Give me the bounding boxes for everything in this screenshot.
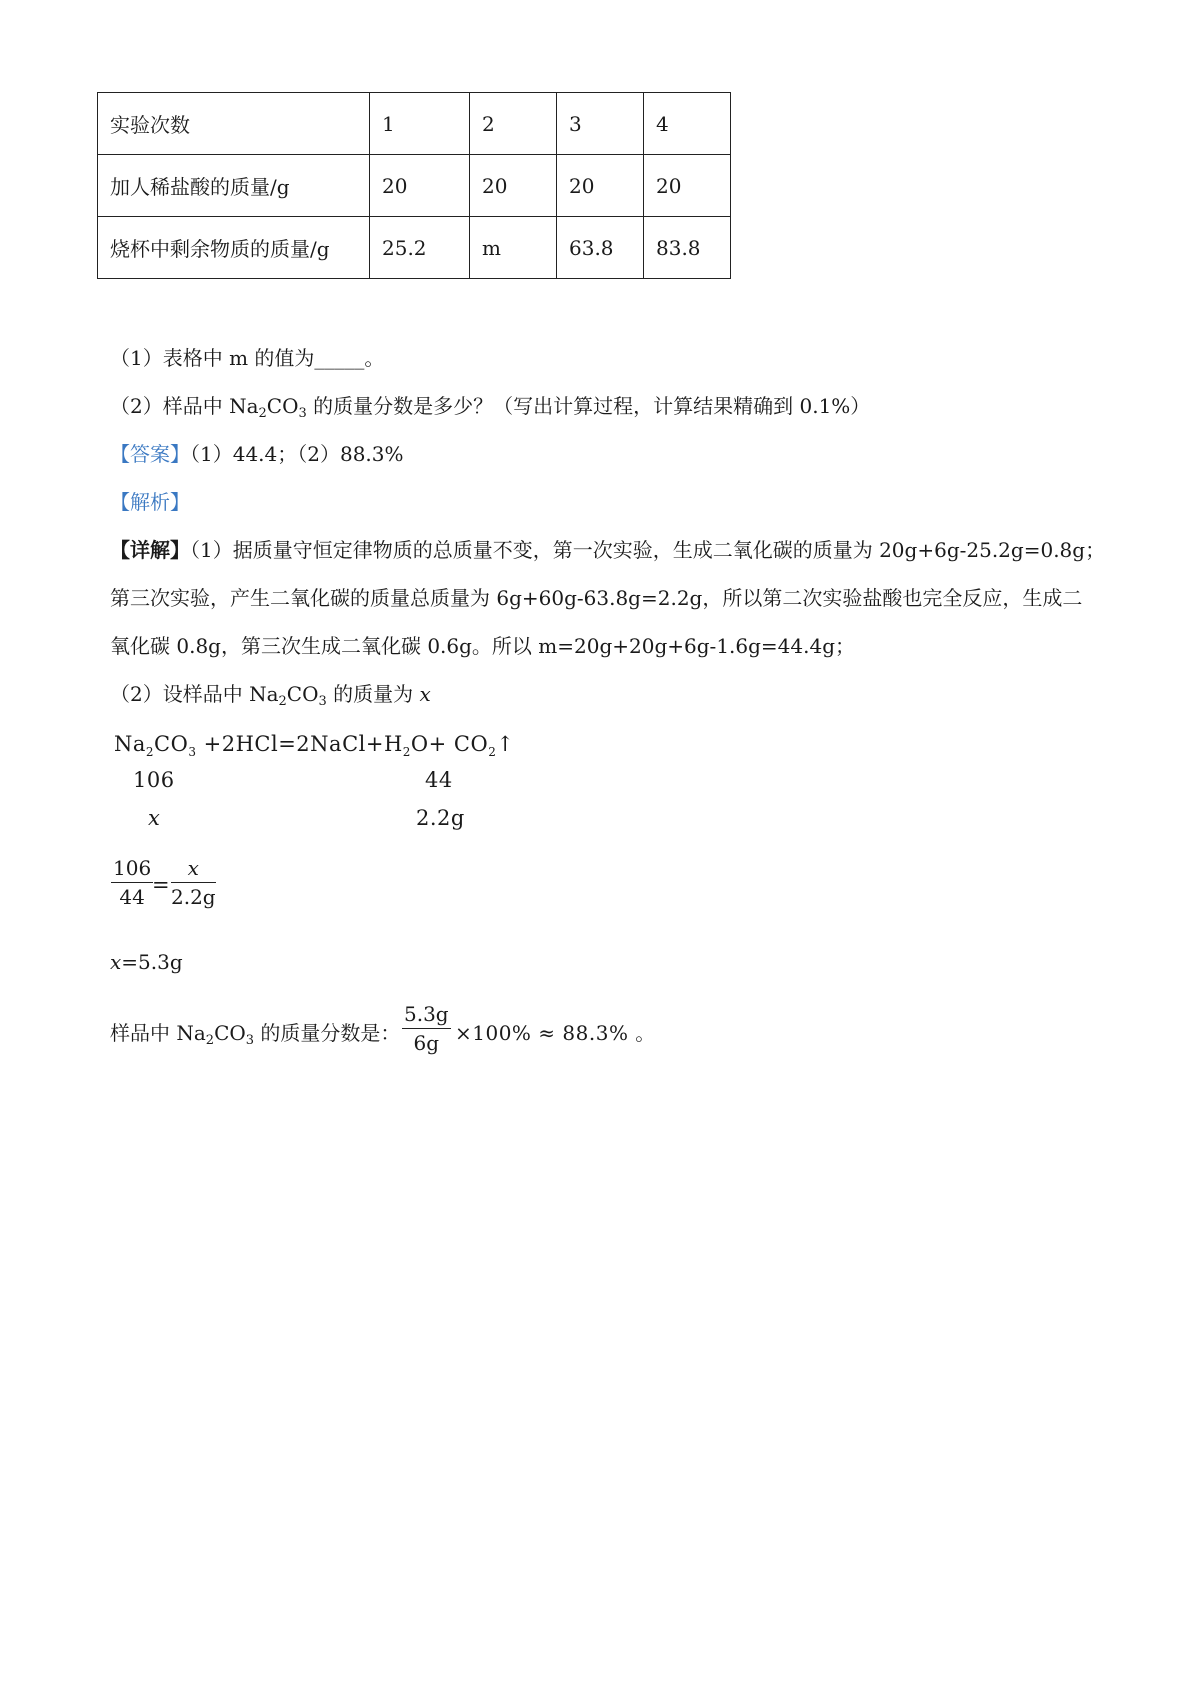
molar-mass-na2co3: 106 [133,768,175,792]
equals-sign: = [152,873,171,897]
final-sub: 2 [205,1033,215,1048]
final-text: 的质量分数是： [254,1021,401,1045]
step2-sub: 2 [278,694,287,709]
final-percent-text: ×100% ≈ 88.3% [455,1021,629,1045]
co2-mass: 2.2g [416,806,465,830]
q2-sub: 2 [258,406,267,421]
table-row [98,155,731,217]
row-header-cell: 烧杯中剩余物质的质量/g [98,217,370,279]
step2-text: （2）设样品中 Na [110,682,279,706]
eq-sub: 2 [402,745,411,759]
final-end: 。 [628,1021,656,1045]
variable-x: x [110,950,122,974]
q2-text: （2）样品中 Na [110,394,259,418]
eq-part: Na [114,732,146,756]
step2-text: 的质量为 [326,682,420,706]
molar-mass-co2: 44 [425,768,453,792]
fraction-denominator: 44 [119,885,145,909]
table-cell: 63.8 [557,217,644,279]
gas-arrow-icon: ↑ [496,732,515,756]
fraction-denominator: 6g [413,1031,440,1055]
eq-part: +2HCl=2NaCl+H [196,732,403,756]
table-cell: 4 [644,93,731,155]
eq-part: CO [154,732,189,756]
table-cell: 25.2 [370,217,470,279]
table-cell: 20 [370,155,470,217]
detail-tag: 【详解】 [110,538,190,562]
final-text: 样品中 Na [110,1021,206,1045]
table-cell: 83.8 [644,217,731,279]
table-cell: 20 [644,155,731,217]
question-1: （1）表格中 m 的值为_____。 [110,346,385,370]
experiment-table [97,92,731,279]
result-text: =5.3g [121,950,183,974]
table-row [98,217,731,279]
answer-text: （1）44.4；（2）88.3% [190,442,404,466]
chemical-equation [114,732,515,759]
detail-text: （1）据质量守恒定律物质的总质量不变，第一次实验，生成二氧化碳的质量为 20g+6g-25.2g=0.8g； [190,538,1106,562]
variable-x: x [419,682,431,706]
table-cell: 2 [470,93,557,155]
answer-tag: 【答案】 [110,442,190,466]
fraction-numerator: 5.3g [404,1002,449,1026]
proportion-fraction-2 [171,856,216,909]
unknown-x: x [148,806,161,830]
detail-line-2: 第三次实验，产生二氧化碳的质量总质量为 6g+60g-63.8g=2.2g，所以第二次实验盐酸也完全反应，生成二 [110,586,1083,610]
analysis-tag: 【解析】 [110,490,190,514]
eq-part: O+ CO [410,732,489,756]
answer-line [110,440,404,468]
step2-sub: 3 [318,694,327,709]
final-sub: 3 [245,1033,255,1048]
step-2-line [110,680,431,708]
fraction-numerator: 106 [113,856,152,880]
q2-sub: 3 [298,406,307,421]
proportion-fraction-1 [111,856,153,909]
final-line [110,1019,400,1047]
analysis-line [110,488,190,516]
eq-sub: 2 [488,745,497,759]
table-cell: 3 [557,93,644,155]
step2-text: CO [286,682,319,706]
table-cell: m [470,217,557,279]
question-2 [110,392,870,420]
q2-text: CO [266,394,299,418]
eq-sub: 3 [188,745,197,759]
row-header-cell: 实验次数 [98,93,370,155]
detail-line-3: 氧化碳 0.8g，第三次生成二氧化碳 0.6g。所以 m=20g+20g+6g-1.6g=44.4g； [110,634,856,658]
q2-text: 的质量分数是多少？（写出计算过程，计算结果精确到 0.1%） [306,394,871,418]
table-cell: 20 [470,155,557,217]
row-header-cell: 加人稀盐酸的质量/g [98,155,370,217]
final-text: CO [214,1021,246,1045]
detail-line-1 [110,536,1105,564]
table-cell: 20 [557,155,644,217]
eq-sub: 2 [145,745,155,759]
final-fraction [402,1002,451,1055]
final-percentage [455,1019,656,1047]
fraction-denominator: 2.2g [171,885,216,909]
table-row [98,93,731,155]
result-line [110,948,183,976]
fraction-numerator: x [187,856,199,880]
table-cell: 1 [370,93,470,155]
